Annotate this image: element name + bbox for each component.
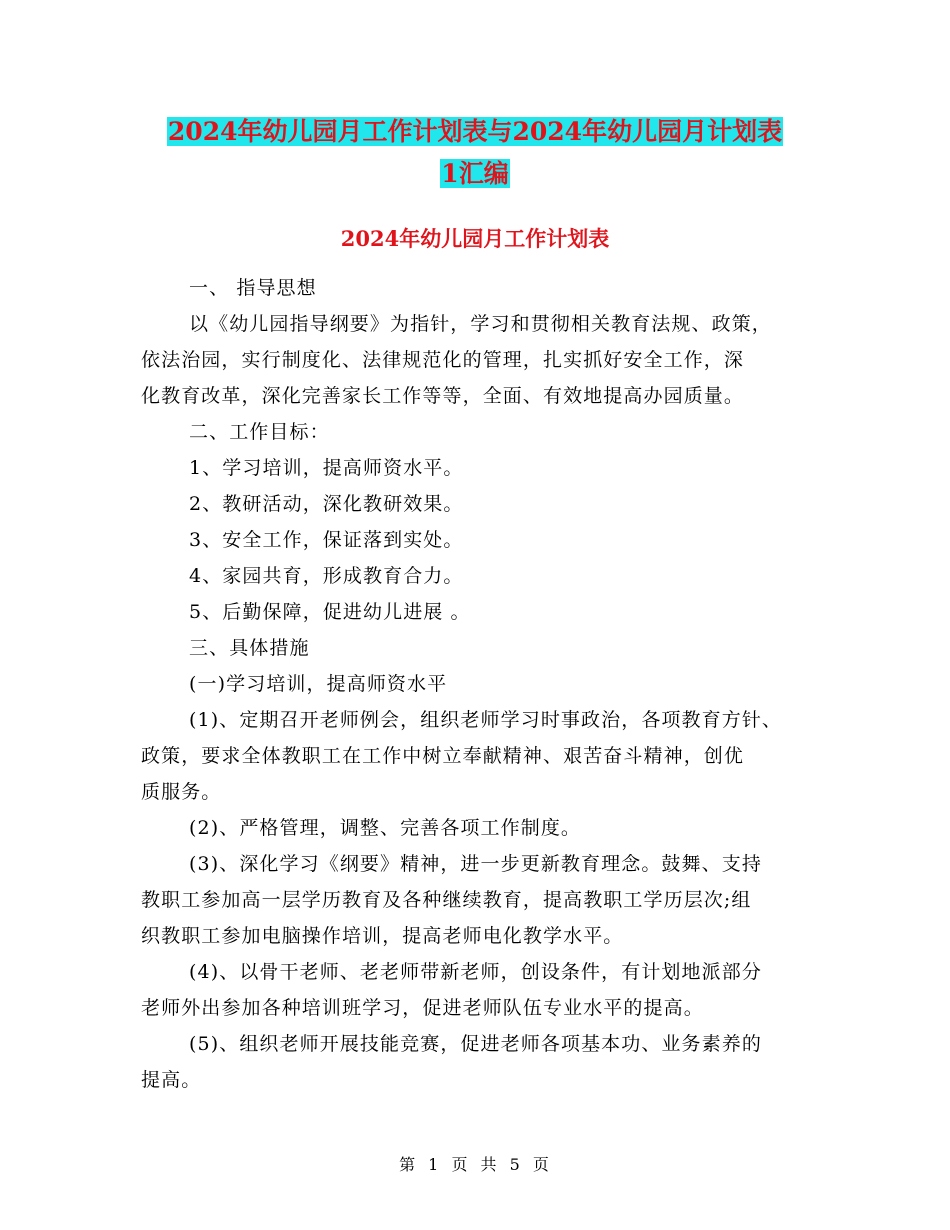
paragraph-line: (3)、深化学习《纲要》精神，进一步更新教育理念。鼓舞、支持	[189, 853, 762, 875]
paragraph-line: 一、 指导思想	[189, 277, 317, 299]
paragraph-line: (4)、以骨干老师、老老师带新老师，创设条件，有计划地派部分	[189, 961, 762, 983]
title-highlight: 2024年幼儿园月工作计划表与2024年幼儿园月计划表	[167, 117, 783, 146]
paragraph-line: 教职工参加高一层学历教育及各种继续教育，提高教职工学历层次;组	[141, 889, 752, 911]
paragraph-line: 提高。	[141, 1069, 202, 1091]
paragraph-line: 二、工作目标：	[189, 421, 330, 443]
paragraph-line: 政策，要求全体教职工在工作中树立奉献精神、艰苦奋斗精神，创优	[141, 745, 745, 767]
paragraph-line: 2、教研活动，深化教研效果。	[189, 493, 464, 515]
paragraph-line: 1、学习培训，提高师资水平。	[189, 457, 464, 479]
paragraph	[141, 954, 821, 1026]
paragraph-line: 依法治园，实行制度化、法律规范化的管理，扎实抓好安全工作，深	[141, 349, 745, 371]
paragraph-line: 化教育改革，深化完善家长工作等等，全面、有效地提高办园质量。	[141, 385, 745, 407]
paragraph-line: (2)、严格管理，调整、完善各项工作制度。	[189, 817, 582, 839]
paragraph-line: (1)、定期召开老师例会，组织老师学习时事政治，各项教育方针、	[189, 709, 783, 731]
paragraph	[141, 414, 821, 450]
paragraph	[141, 846, 821, 954]
paragraph	[141, 558, 821, 594]
paragraph-line: 老师外出参加各种培训班学习，促进老师队伍专业水平的提高。	[141, 997, 704, 1019]
paragraph	[141, 810, 821, 846]
paragraph	[141, 666, 821, 702]
document-body	[141, 270, 821, 1098]
paragraph-line: 5、后勤保障，促进幼儿进展 。	[189, 601, 471, 623]
paragraph	[141, 450, 821, 486]
paragraph	[141, 594, 821, 630]
paragraph-line: 织教职工参加电脑操作培训，提高老师电化教学水平。	[141, 925, 624, 947]
paragraph-line: 4、家园共育，形成教育合力。	[189, 565, 464, 587]
paragraph	[141, 702, 821, 810]
paragraph-line: (5)、组织老师开展技能竞赛，促进老师各项基本功、业务素养的	[189, 1033, 762, 1055]
paragraph	[141, 522, 821, 558]
document-title-line-1	[0, 114, 950, 150]
page-footer: 第 1 页 共 5 页	[399, 1155, 551, 1174]
section-title: 2024年幼儿园月工作计划表	[340, 226, 610, 251]
paragraph-line: 3、安全工作，保证落到实处。	[189, 529, 464, 551]
paragraph-line: 三、具体措施	[189, 637, 310, 659]
paragraph	[141, 270, 821, 306]
paragraph-line: 以《幼儿园指导纲要》为指针，学习和贯彻相关教育法规、政策，	[189, 313, 772, 335]
document-title-line-2	[0, 156, 950, 192]
paragraph	[141, 630, 821, 666]
paragraph	[141, 1026, 821, 1098]
paragraph	[141, 306, 821, 414]
paragraph	[141, 486, 821, 522]
paragraph-line: (一)学习培训，提高师资水平	[189, 673, 448, 695]
paragraph-line: 质服务。	[141, 781, 222, 803]
title-highlight: 1汇编	[441, 159, 509, 188]
